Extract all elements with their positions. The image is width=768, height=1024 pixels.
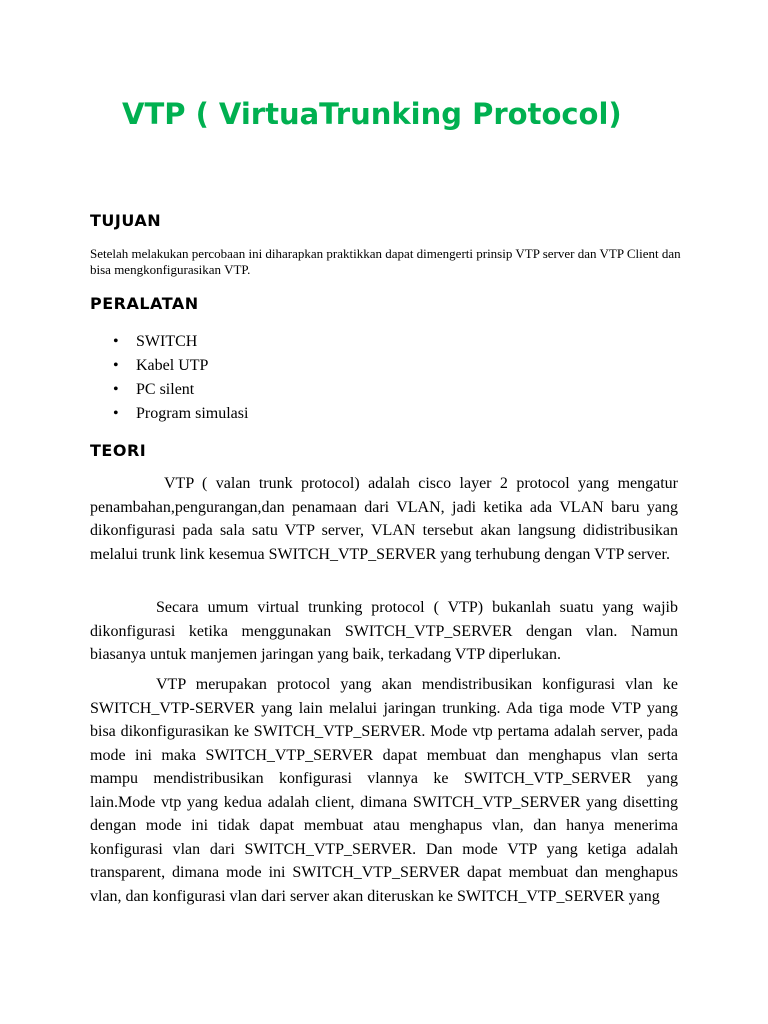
list-item-label: SWITCH	[136, 333, 198, 350]
tujuan-text: Setelah melakukan percobaan ini diharapkan praktikkan dapat dimengerti prinsip VTP server dan VTP Client dan bisa mengkonfigurasikan VTP.	[90, 246, 681, 277]
list-item	[90, 378, 248, 402]
list-item-label: Kabel UTP	[136, 357, 209, 374]
bullet-icon: •	[113, 357, 119, 374]
section-heading-peralatan: PERALATAN	[90, 294, 199, 313]
document-title: VTP ( VirtuaTrunking Protocol)	[122, 97, 622, 131]
teori-paragraph-1: VTP ( valan trunk protocol) adalah cisco layer 2 protocol yang mengatur penambahan,pengurangan,dan penamaan dari VLAN, jadi ketika ada VLAN baru yang dikonfigurasi pada sala satu VTP server, VLAN tersebut akan langsung didistribusikan melalui trunk link kesemua SWITCH_VTP_SERVER yang terhubung dengan VTP server.	[90, 475, 678, 563]
section-heading-tujuan: TUJUAN	[90, 211, 162, 230]
teori-paragraph-2: Secara umum virtual trunking protocol ( VTP) bukanlah suatu yang wajib dikonfigurasi ketika menggunakan SWITCH_VTP_SERVER dengan vlan. Namun biasanya untuk manjemen jaringan yang baik, terkadang VTP diperlukan.	[90, 599, 678, 663]
list-item	[90, 354, 248, 378]
bullet-icon: •	[113, 333, 119, 350]
equipment-list	[90, 330, 248, 426]
bullet-icon: •	[113, 405, 119, 422]
section-heading-teori: TEORI	[90, 441, 147, 460]
bullet-icon: •	[113, 381, 119, 398]
list-item-label: PC silent	[136, 381, 195, 398]
teori-paragraph-3: VTP merupakan protocol yang akan mendistribusikan konfigurasi vlan ke SWITCH_VTP-SERVER yang lain melalui jaringan trunking. Ada tiga mode VTP yang bisa dikonfigurasikan ke SWITCH_VTP_SERVER. Mode vtp pertama adalah server, pada mode ini maka SWITCH_VTP_SERVER dapat membuat dan menghapus vlan serta mampu mendistribusikan konfigurasi vlannya ke SWITCH_VTP_SERVER yang lain.Mode vtp yang kedua adalah client, dimana SWITCH_VTP_SERVER yang disetting dengan mode ini tidak dapat membuat atau menghapus vlan, dan hanya menerima konfigurasi vlan dari SWITCH_VTP_SERVER. Dan mode VTP yang ketiga adalah transparent, dimana mode ini SWITCH_VTP_SERVER dapat membuat dan menghapus vlan, dan konfigurasi vlan dari server akan diteruskan ke SWITCH_VTP_SERVER yang	[90, 676, 678, 905]
list-item	[90, 330, 248, 354]
list-item-label: Program simulasi	[136, 405, 249, 422]
list-item	[90, 402, 248, 426]
